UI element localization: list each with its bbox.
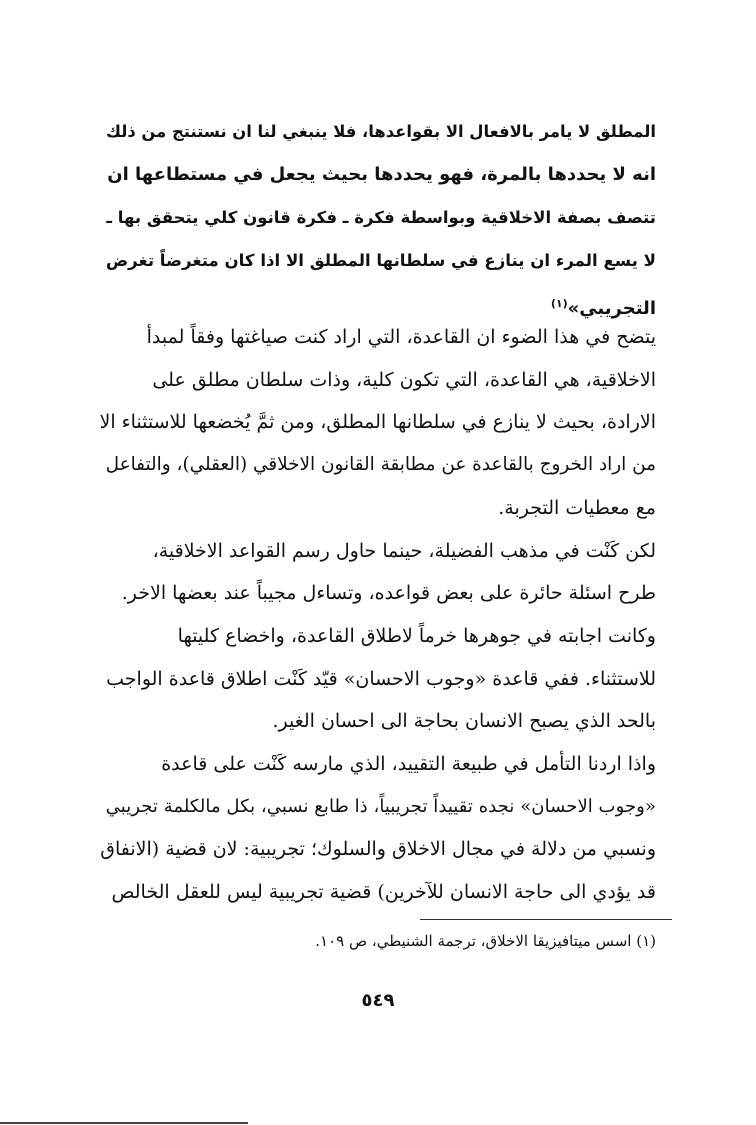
page-number: ٥٤٩ xyxy=(361,990,395,1011)
footnote-marker: (١) xyxy=(550,297,568,310)
quote-line: المطلق لا يامر بالافعال الا بقواعدها، فلا ينبغي لنا ان نستنتج من ذلك xyxy=(105,122,656,141)
paragraph-line: الارادة، بحيث لا ينازع في سلطانها المطلق، ومن ثمَّ يُخضعها للاستثناء الا xyxy=(99,411,656,434)
paragraph-line: للاستثناء. ففي قاعدة «وجوب الاحسان» قيّد كَنْت اطلاق قاعدة الواجب xyxy=(106,667,656,690)
paragraph-line: واذا اردنا التأمل في طبيعة التقييد، الذي مارسه كَنْت على قاعدة xyxy=(161,753,656,776)
quote-line: انه لا يحددها بالمرة، فهو يحددها بحيث يجعل في مستطاعها ان xyxy=(107,164,656,185)
footnote-divider xyxy=(420,919,672,920)
quote-line: لا يسع المرء ان ينازع في سلطانها المطلق الا اذا كان متغرضاً تغرض xyxy=(105,251,656,270)
paragraph-line: قد يؤدي الى حاجة الانسان للآخرين) قضية تجريبية ليس للعقل الخالص xyxy=(111,881,656,904)
body-text xyxy=(100,316,656,914)
scan-edge-line xyxy=(0,1122,248,1124)
quote-line: تتصف بصفة الاخلاقية وبواسطة فكرة ـ فكرة قانون كلي يتحقق بها ـ xyxy=(106,208,656,227)
paragraph-line: «وجوب الاحسان» نجده تقييداً تجريبياً، ذا طابع نسبي، بكل مالكلمة تجريبي xyxy=(105,795,656,817)
paragraph-line: بالحد الذي يصبح الانسان بحاجة الى احسان الغير. xyxy=(272,710,656,733)
paragraph-line: من اراد الخروج بالقاعدة عن مطابقة القانون الاخلاقي (العقلي)، والتفاعل xyxy=(105,454,656,476)
paragraph-line: طرح اسئلة حائرة على بعض قواعده، وتساءل مجيباً عند بعضها الاخر. xyxy=(121,582,656,605)
quote-line: التجريبي» xyxy=(567,298,656,319)
paragraph-line: يتضح في هذا الضوء ان القاعدة، التي اراد كنت صياغتها وفقاً لمبدأ xyxy=(146,326,656,348)
footnote: (١) اسس ميتافيزيقا الاخلاق، ترجمة الشنيطي، ص ١٠٩. xyxy=(315,932,656,950)
paragraph-line: وكانت اجابته في جوهرها خرماً لاطلاق القاعدة، واخضاع كليتها xyxy=(177,624,656,647)
quote-block xyxy=(100,110,656,330)
paragraph-line: الاخلاقية، هي القاعدة، التي تكون كلية، وذات سلطان مطلق على xyxy=(152,368,656,391)
paragraph-line: مع معطيات التجربة. xyxy=(498,496,656,519)
paragraph-line: ونسبي من دلالة في مجال الاخلاق والسلوك؛ تجريبية: لان قضية (الانفاق xyxy=(100,838,656,861)
paragraph-line: لكن كَنْت في مذهب الفضيلة، حينما حاول رسم القواعد الاخلاقية، xyxy=(152,539,656,562)
